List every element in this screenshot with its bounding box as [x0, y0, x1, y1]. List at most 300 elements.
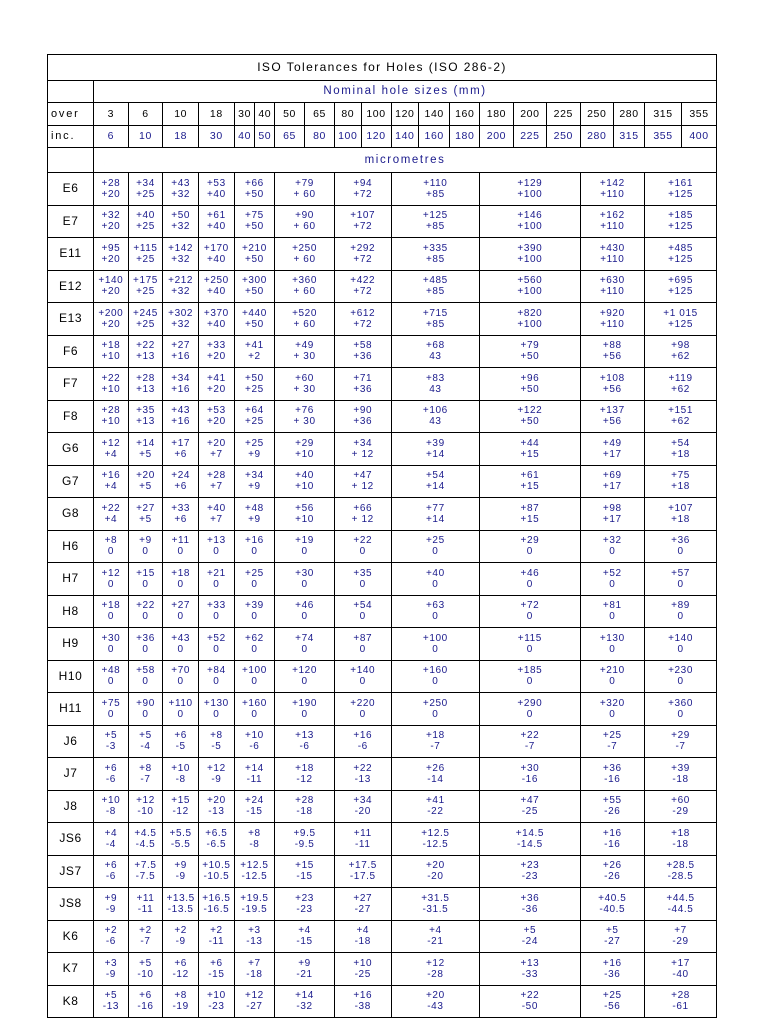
tolerance-cell [234, 595, 274, 628]
upper-deviation: +140 [668, 632, 693, 644]
tolerance-cell [480, 368, 580, 401]
lower-deviation: +72 [353, 318, 373, 330]
lower-deviation: +32 [171, 188, 191, 200]
lower-deviation: +110 [600, 221, 625, 233]
lower-deviation: +25 [136, 221, 155, 233]
tolerance-class-label: JS6 [48, 823, 94, 856]
lower-deviation: +40 [206, 188, 226, 200]
tolerance-class-label: E12 [48, 270, 94, 303]
tolerance-row [48, 498, 717, 531]
tolerance-cell [163, 888, 199, 921]
lower-deviation: +50 [245, 286, 264, 298]
tolerance-cell [480, 953, 580, 986]
lower-deviation: +125 [668, 188, 693, 200]
tolerance-row [48, 790, 717, 823]
tolerance-cell [199, 628, 235, 661]
tolerance-cell [335, 433, 391, 466]
lower-deviation: +17 [602, 481, 622, 493]
tolerance-cell [128, 693, 163, 726]
lower-deviation: 0 [213, 676, 220, 688]
tolerance-cell [480, 433, 580, 466]
upper-deviation: +60 [671, 795, 690, 807]
lower-deviation: +50 [245, 188, 264, 200]
upper-deviation: +142 [168, 242, 194, 254]
tolerance-cell [94, 920, 129, 953]
lower-deviation: +17 [602, 448, 622, 460]
tolerance-cell [128, 563, 163, 596]
tolerance-row [48, 758, 717, 791]
tolerance-cell [275, 693, 335, 726]
lower-deviation: 0 [526, 611, 533, 623]
upper-deviation: +10 [245, 730, 264, 742]
size-over-cell: 225 [547, 103, 580, 126]
tolerance-cell [580, 693, 645, 726]
upper-deviation: +2 [210, 925, 223, 937]
lower-deviation: -14 [427, 773, 444, 785]
tolerance-class-label: H11 [48, 693, 94, 726]
tolerance-row [48, 628, 717, 661]
upper-deviation: +77 [425, 502, 445, 514]
upper-deviation: +22 [101, 502, 121, 514]
lower-deviation: -29 [672, 936, 689, 948]
upper-deviation: +210 [599, 665, 625, 677]
upper-deviation: +5 [139, 730, 152, 742]
lower-deviation: -13 [246, 936, 263, 948]
lower-deviation: -11 [137, 903, 154, 915]
size-inc-cell: 160 [419, 126, 450, 148]
tolerance-row [48, 270, 717, 303]
tolerance-cell [335, 205, 391, 238]
size-inc-cell: 355 [645, 126, 682, 148]
lower-deviation: -13 [102, 1001, 120, 1013]
tolerance-class-label: J8 [48, 790, 94, 823]
lower-deviation: 0 [359, 676, 366, 688]
upper-deviation: +33 [206, 600, 226, 612]
lower-deviation: +125 [668, 221, 693, 233]
upper-deviation: +34 [245, 470, 264, 482]
lower-deviation: +110 [600, 253, 625, 265]
tolerance-cell [275, 920, 335, 953]
lower-deviation: +50 [245, 253, 264, 265]
tolerance-cell [645, 335, 717, 368]
tolerance-cell [480, 985, 580, 1018]
lower-deviation: +9 [248, 448, 261, 460]
tolerance-table [47, 54, 717, 1018]
tolerance-cell [645, 498, 717, 531]
lower-deviation: -4 [140, 741, 151, 753]
tolerance-cell [199, 368, 235, 401]
upper-deviation: +110 [168, 697, 193, 709]
tolerance-cell [645, 173, 717, 206]
lower-deviation: +5 [139, 448, 152, 460]
tolerance-cell [645, 790, 717, 823]
upper-deviation: +71 [353, 372, 373, 384]
lower-deviation: -36 [604, 968, 621, 980]
lower-deviation: -7.5 [135, 871, 156, 883]
lower-deviation: -5.5 [170, 838, 191, 850]
tolerance-class-label: E11 [48, 238, 94, 271]
upper-deviation: +560 [517, 275, 543, 287]
upper-deviation: +53 [206, 177, 226, 189]
upper-deviation: +175 [133, 275, 158, 287]
upper-deviation: +230 [668, 665, 693, 677]
upper-deviation: +250 [292, 242, 318, 254]
lower-deviation: -15 [208, 968, 225, 980]
lower-deviation: -7 [607, 741, 618, 753]
tolerance-cell [580, 920, 645, 953]
upper-deviation: +100 [241, 665, 267, 677]
lower-deviation: -6 [105, 936, 116, 948]
lower-deviation: -40 [672, 968, 689, 980]
tolerance-cell [480, 400, 580, 433]
tolerance-cell [163, 855, 199, 888]
lower-deviation: -7 [430, 741, 441, 753]
upper-deviation: +28 [136, 372, 155, 384]
upper-deviation: +12 [101, 567, 121, 579]
lower-deviation: +100 [517, 318, 543, 330]
tolerance-cell [234, 660, 274, 693]
upper-deviation: +72 [520, 600, 540, 612]
lower-deviation: 0 [177, 611, 184, 623]
tolerance-cell [199, 855, 235, 888]
tolerance-cell [580, 335, 645, 368]
lower-deviation: -6 [299, 741, 310, 753]
upper-deviation: +16 [353, 730, 373, 742]
upper-deviation: +95 [101, 242, 121, 254]
tolerance-cell [234, 725, 274, 758]
lower-deviation: 0 [609, 578, 616, 590]
upper-deviation: +302 [168, 307, 194, 319]
tolerance-row [48, 400, 717, 433]
tolerance-class-label: G7 [48, 465, 94, 498]
size-inc-cell: 400 [681, 126, 716, 148]
upper-deviation: +49 [602, 437, 622, 449]
size-inc-cell: 315 [613, 126, 644, 148]
tolerance-cell [580, 400, 645, 433]
tolerance-cell [128, 790, 163, 823]
lower-deviation: 0 [609, 611, 616, 623]
tolerance-cell [645, 725, 717, 758]
tolerance-cell [128, 758, 163, 791]
size-inc-cell: 6 [94, 126, 129, 148]
upper-deviation: +47 [353, 470, 373, 482]
tolerance-cell [128, 530, 163, 563]
tolerance-class-label: H8 [48, 595, 94, 628]
upper-deviation: +16 [245, 535, 264, 547]
tolerance-row [48, 888, 717, 921]
lower-deviation: + 30 [293, 351, 316, 363]
tolerance-cell [234, 985, 274, 1018]
lower-deviation: +15 [520, 481, 540, 493]
upper-deviation: +10 [206, 990, 226, 1002]
lower-deviation: 43 [429, 383, 442, 395]
upper-deviation: +32 [602, 535, 622, 547]
upper-deviation: +70 [171, 665, 191, 677]
tolerance-cell [234, 758, 274, 791]
upper-deviation: +68 [425, 340, 445, 352]
lower-deviation: 0 [213, 546, 220, 558]
upper-deviation: +66 [245, 177, 264, 189]
lower-deviation: 0 [177, 546, 184, 558]
tolerance-class-label: H7 [48, 563, 94, 596]
upper-deviation: +140 [98, 275, 124, 287]
lower-deviation: -43 [427, 1001, 444, 1013]
upper-deviation: +1 015 [663, 307, 698, 319]
lower-deviation: 0 [609, 676, 616, 688]
upper-deviation: +98 [671, 340, 690, 352]
tolerance-cell [128, 270, 163, 303]
lower-deviation: 0 [301, 643, 308, 655]
lower-deviation: 0 [432, 643, 439, 655]
upper-deviation: +31.5 [421, 892, 450, 904]
tolerance-row [48, 660, 717, 693]
tolerance-cell [199, 660, 235, 693]
tolerance-cell [234, 173, 274, 206]
tolerance-cell [94, 823, 129, 856]
size-inc-cell: 225 [513, 126, 546, 148]
lower-deviation: -27 [604, 936, 621, 948]
tolerance-cell [199, 433, 235, 466]
upper-deviation: +96 [520, 372, 540, 384]
upper-deviation: +25 [602, 730, 622, 742]
upper-deviation: +10.5 [202, 860, 231, 872]
lower-deviation: +100 [517, 221, 543, 233]
lower-deviation: + 12 [351, 481, 374, 493]
tolerance-cell [234, 205, 274, 238]
lower-deviation: +125 [668, 286, 693, 298]
lower-deviation: +85 [425, 253, 445, 265]
upper-deviation: +695 [668, 275, 693, 287]
tolerance-cell [335, 920, 391, 953]
upper-deviation: +12.5 [240, 860, 269, 872]
tolerance-cell [234, 303, 274, 336]
tolerance-cell [275, 205, 335, 238]
size-over-cell: 120 [391, 103, 419, 126]
upper-deviation: +820 [517, 307, 543, 319]
lower-deviation: -8 [105, 806, 116, 818]
upper-deviation: +18 [671, 827, 690, 839]
tolerance-cell [163, 433, 199, 466]
lower-deviation: + 60 [293, 221, 316, 233]
tolerance-cell [163, 920, 199, 953]
tolerance-cell [645, 563, 717, 596]
tolerance-cell [391, 400, 480, 433]
lower-deviation: +32 [171, 221, 191, 233]
lower-deviation: -7 [675, 741, 686, 753]
tolerance-cell [163, 368, 199, 401]
upper-deviation: +14 [295, 990, 314, 1002]
tolerance-cell [199, 205, 235, 238]
upper-deviation: +30 [520, 762, 540, 774]
upper-deviation: +15 [136, 567, 155, 579]
tolerance-cell [645, 628, 717, 661]
upper-deviation: +56 [295, 502, 314, 514]
lower-deviation: -16 [604, 773, 621, 785]
tolerance-cell [480, 920, 580, 953]
lower-deviation: 0 [107, 546, 114, 558]
tolerance-cell [94, 595, 129, 628]
tolerance-cell [580, 238, 645, 271]
tolerance-cell [480, 270, 580, 303]
upper-deviation: +25 [245, 567, 264, 579]
lower-deviation: +36 [353, 416, 373, 428]
tolerance-cell [163, 498, 199, 531]
upper-deviation: +52 [206, 632, 226, 644]
tolerance-cell [391, 530, 480, 563]
lower-deviation: 0 [142, 708, 149, 720]
upper-deviation: +41 [425, 795, 445, 807]
upper-deviation: +18 [171, 567, 191, 579]
upper-deviation: +12 [136, 795, 155, 807]
upper-deviation: +17 [171, 437, 191, 449]
upper-deviation: +28 [101, 405, 121, 417]
lower-deviation: -15 [296, 871, 313, 883]
lower-deviation: +85 [425, 286, 445, 298]
upper-deviation: +18 [295, 762, 314, 774]
tolerance-cell [94, 270, 129, 303]
tolerance-row [48, 823, 717, 856]
tolerance-cell [645, 985, 717, 1018]
lower-deviation: 0 [526, 546, 533, 558]
tolerance-cell [335, 238, 391, 271]
corner-cell [48, 81, 94, 103]
size-over-cell: 315 [645, 103, 682, 126]
upper-deviation: +75 [671, 470, 690, 482]
lower-deviation: -18 [246, 968, 263, 980]
lower-deviation: 0 [213, 578, 220, 590]
upper-deviation: +9 [174, 860, 187, 872]
tolerance-cell [275, 303, 335, 336]
lower-deviation: -31.5 [422, 903, 449, 915]
lower-deviation: +20 [101, 221, 121, 233]
lower-deviation: 0 [251, 546, 258, 558]
tolerance-cell [128, 173, 163, 206]
upper-deviation: +5 [104, 730, 118, 742]
upper-deviation: +14 [245, 762, 264, 774]
tolerance-cell [580, 595, 645, 628]
upper-deviation: +88 [602, 340, 622, 352]
tolerance-cell [480, 628, 580, 661]
tolerance-cell [94, 530, 129, 563]
upper-deviation: +75 [245, 210, 264, 222]
lower-deviation: -15 [296, 936, 313, 948]
tolerance-cell [335, 270, 391, 303]
lower-deviation: +9 [248, 513, 261, 525]
lower-deviation: +16 [171, 383, 191, 395]
size-inc-cell: 40 [234, 126, 255, 148]
lower-deviation: -10.5 [203, 871, 230, 883]
tolerance-cell [480, 660, 580, 693]
lower-deviation: 0 [609, 546, 616, 558]
upper-deviation: +61 [206, 210, 226, 222]
tolerance-cell [580, 205, 645, 238]
lower-deviation: -27 [246, 1001, 263, 1013]
upper-deviation: +25 [602, 990, 622, 1002]
lower-deviation: 0 [142, 546, 149, 558]
upper-deviation: +220 [350, 697, 376, 709]
lower-deviation: -50 [521, 1001, 539, 1013]
upper-deviation: +5.5 [169, 827, 192, 839]
upper-deviation: +6 [174, 957, 187, 969]
lower-deviation: -6 [357, 741, 368, 753]
tolerance-row [48, 855, 717, 888]
tolerance-cell [391, 238, 480, 271]
lower-deviation: -17.5 [349, 871, 376, 883]
upper-deviation: +14 [136, 437, 155, 449]
unit-header: micrometres [94, 148, 717, 173]
tolerance-cell [128, 498, 163, 531]
size-inc-cell: 50 [255, 126, 275, 148]
upper-deviation: +250 [422, 697, 448, 709]
lower-deviation: 0 [677, 611, 684, 623]
upper-deviation: +2 [174, 925, 187, 937]
lower-deviation: 0 [677, 676, 684, 688]
lower-deviation: -9.5 [294, 838, 315, 850]
tolerance-cell [128, 823, 163, 856]
tolerance-cell [163, 270, 199, 303]
lower-deviation: +18 [671, 481, 690, 493]
lower-deviation: 0 [677, 578, 684, 590]
upper-deviation: +151 [668, 405, 693, 417]
lower-deviation: 0 [526, 643, 533, 655]
upper-deviation: +48 [101, 665, 121, 677]
tolerance-cell [335, 855, 391, 888]
upper-deviation: +28 [101, 177, 121, 189]
upper-deviation: +15 [171, 795, 191, 807]
lower-deviation: +50 [520, 351, 540, 363]
lower-deviation: 0 [359, 578, 366, 590]
tolerance-cell [234, 335, 274, 368]
upper-deviation: +137 [599, 405, 625, 417]
size-over-cell: 280 [613, 103, 644, 126]
tolerance-cell [335, 173, 391, 206]
tolerance-cell [199, 400, 235, 433]
lower-deviation: +100 [517, 286, 543, 298]
tolerance-cell [480, 303, 580, 336]
tolerance-class-label: F6 [48, 335, 94, 368]
upper-deviation: +20 [136, 470, 155, 482]
upper-deviation: +245 [133, 307, 158, 319]
upper-deviation: +250 [203, 275, 229, 287]
tolerance-cell [645, 530, 717, 563]
tolerance-row [48, 335, 717, 368]
lower-deviation: +6 [174, 481, 187, 493]
tolerance-class-label: J7 [48, 758, 94, 791]
tolerance-class-label: JS8 [48, 888, 94, 921]
tolerance-cell [645, 400, 717, 433]
lower-deviation: -6 [105, 871, 116, 883]
upper-deviation: +75 [101, 697, 121, 709]
lower-deviation: +50 [245, 318, 264, 330]
upper-deviation: +119 [668, 372, 693, 384]
lower-deviation: 0 [432, 676, 439, 688]
tolerance-class-label: G8 [48, 498, 94, 531]
lower-deviation: +25 [136, 253, 155, 265]
lower-deviation: +4 [104, 513, 118, 525]
lower-deviation: -15 [246, 806, 263, 818]
upper-deviation: +130 [203, 697, 229, 709]
lower-deviation: -12 [172, 968, 189, 980]
upper-deviation: +300 [241, 275, 267, 287]
upper-deviation: +26 [425, 762, 445, 774]
tolerance-cell [335, 758, 391, 791]
upper-deviation: +115 [133, 242, 158, 254]
tolerance-cell [163, 173, 199, 206]
upper-deviation: +2 [104, 925, 118, 937]
tolerance-class-label: G6 [48, 433, 94, 466]
upper-deviation: +110 [423, 177, 448, 189]
tolerance-cell [163, 660, 199, 693]
